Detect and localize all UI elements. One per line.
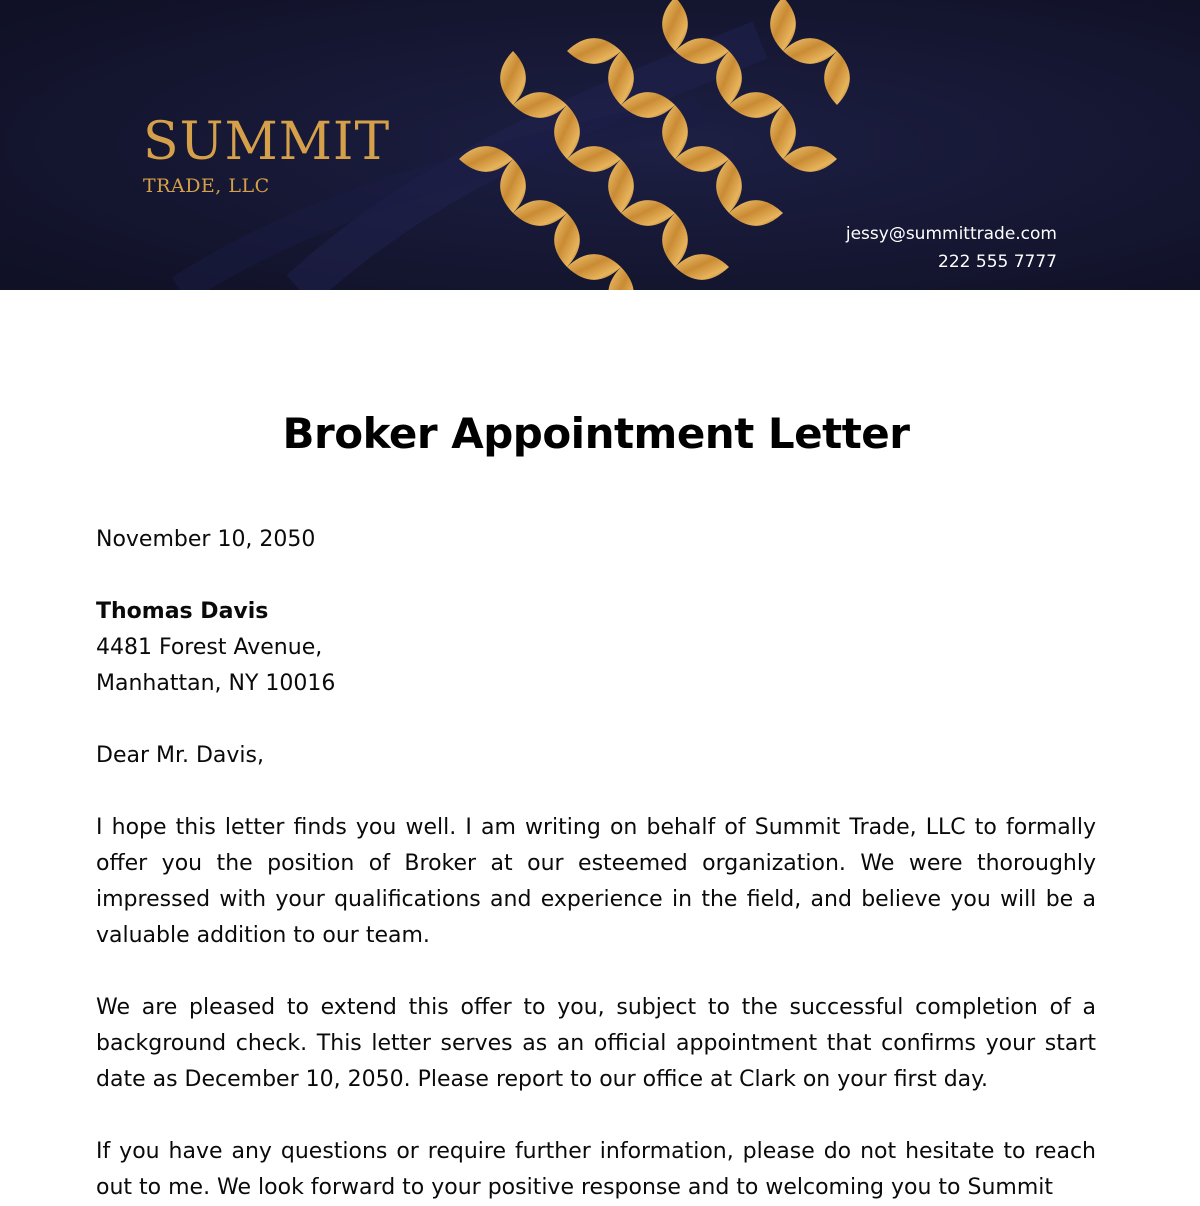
gold-petal	[567, 254, 621, 280]
gold-petal	[716, 159, 742, 213]
gold-petal	[554, 213, 580, 267]
gold-petal	[662, 0, 688, 51]
paragraph-closing: If you have any questions or require further information, please do not hesitate to reach out to me. We look forward to your positive response and to welcoming you to Summit	[96, 1139, 1096, 1200]
gold-petal	[513, 200, 567, 226]
contact-info	[846, 220, 1057, 276]
letter-date: November 10, 2050	[96, 527, 316, 552]
gold-petal	[500, 159, 526, 213]
gold-petal	[554, 105, 580, 159]
salutation: Dear Mr. Davis,	[96, 743, 264, 768]
gold-petal	[783, 38, 837, 64]
gold-petal	[608, 159, 634, 213]
gold-petal	[770, 0, 796, 51]
gold-petal	[621, 92, 675, 118]
gold-petal	[567, 146, 621, 172]
contact-email[interactable]: jessy@summittrade.com	[845, 224, 1057, 244]
recipient-city: Manhattan, NY 10016	[96, 671, 336, 696]
gold-petal	[662, 213, 688, 267]
gold-petal	[459, 146, 513, 172]
gold-petal	[675, 146, 729, 172]
recipient-street: 4481 Forest Avenue,	[96, 635, 323, 660]
gold-petal	[500, 51, 526, 105]
gold-petal	[824, 51, 850, 105]
paragraph-offer: I hope this letter finds you well. I am writing on behalf of Summit Trade, LLC to formally offer you the position of Broker at our esteemed organization. We were thoroughly impressed with your qualifications and experience in the field, and believe you will be a valuable addition to our team.	[96, 815, 1096, 948]
gold-petal	[662, 105, 688, 159]
gold-petal	[513, 92, 567, 118]
gold-petal	[675, 254, 729, 280]
gold-petal	[729, 92, 783, 118]
gold-petal	[621, 200, 675, 226]
gold-petal	[567, 38, 621, 64]
gold-petal	[716, 51, 742, 105]
letterhead-banner	[0, 0, 1200, 290]
contact-phone[interactable]: 222 555 7777	[938, 252, 1057, 272]
gold-petal	[675, 38, 729, 64]
recipient-name: Thomas Davis	[96, 599, 269, 624]
gold-petal	[770, 105, 796, 159]
recipient-address	[96, 594, 335, 702]
company-logo-suffix: TRADE, LLC	[143, 175, 270, 197]
gold-petal	[729, 200, 783, 226]
paragraph-start-date: We are pleased to extend this offer to you, subject to the successful completion of a background check. This letter serves as an official appointment that confirms your start date as December 10, 2050. Please report to our office at Clark on your first day.	[96, 995, 1096, 1092]
company-logo-name: SUMMIT	[143, 112, 391, 172]
letter-title: Broker Appointment Letter	[282, 409, 910, 458]
gold-petal	[608, 51, 634, 105]
gold-petal	[783, 146, 837, 172]
